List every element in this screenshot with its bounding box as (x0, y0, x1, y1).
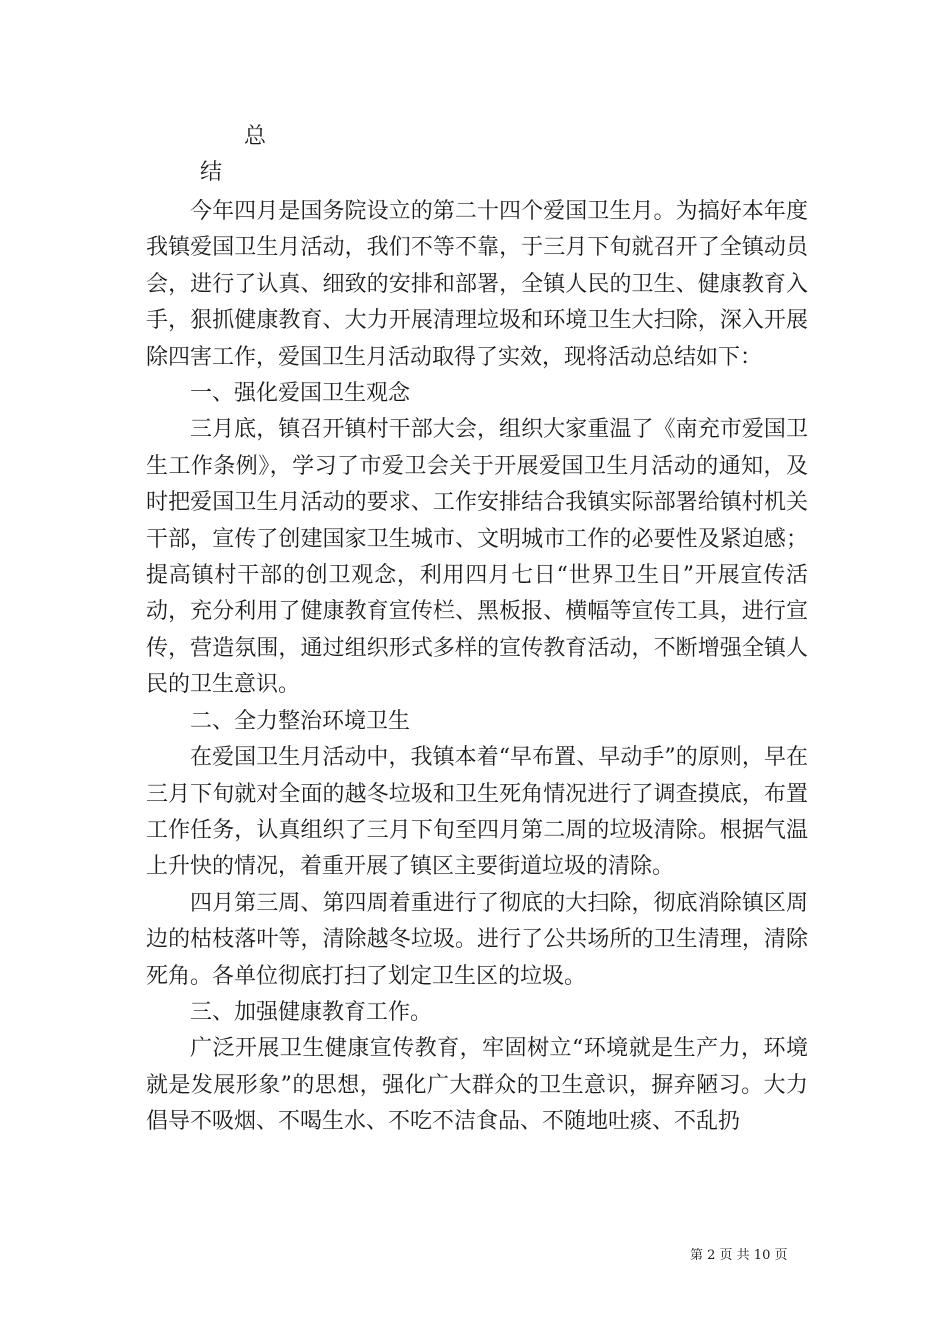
page-number: 第 2 页 共 10 页 (690, 1248, 788, 1263)
paragraph-section-2b: 四月第三周、第四周着重进行了彻底的大扫除，彻底消除镇区周边的枯枝落叶等，清除越冬垃圾。进行了公共场所的卫生清理，清除死角。各单位彻底打扫了划定卫生区的垃圾。 (146, 890, 808, 989)
paragraph-section-2a: 在爱国卫生月活动中，我镇本着“早布置、早动手”的原则，早在三月下旬就对全面的越冬垃圾和卫生死角情况进行了调查摸底，布置工作任务，认真组织了三月下旬至四月第二周的垃圾清除。根据气温上升快的情况，着重开展了镇区主要街道垃圾的清除。 (146, 745, 808, 880)
title-char-2: 结 (200, 160, 223, 185)
section-heading-3: 三、加强健康教育工作。 (190, 999, 433, 1025)
section-heading-2: 二、全力整治环境卫生 (190, 708, 411, 734)
paragraph-intro: 今年四月是国务院设立的第二十四个爱国卫生月。为搞好本年度我镇爱国卫生月活动，我们不等不靠，于三月下旬就召开了全镇动员会，进行了认真、细致的安排和部署，全镇人民的卫生、健康教育入手，狠抓健康教育、大力开展清理垃圾和环境卫生大扫除，深入开展除四害工作，爱国卫生月活动取得了实效，现将活动总结如下： (146, 199, 808, 370)
paragraph-section-1: 三月底，镇召开镇村干部大会，组织大家重温了《南充市爱国卫生工作条例》，学习了市爱卫会关于开展爱国卫生月活动的通知，及时把爱国卫生月活动的要求、工作安排结合我镇实际部署给镇村机关干部，宣传了创建国家卫生城市、文明城市工作的必要性及紧迫感；提高镇村干部的创卫观念，利用四月七日“世界卫生日”开展宣传活动，充分利用了健康教育宣传栏、黑板报、横幅等宣传工具，进行宣传，营造氛围，通过组织形式多样的宣传教育活动，不断增强全镇人民的卫生意识。 (146, 417, 808, 698)
paragraph-section-3: 广泛开展卫生健康宣传教育，牢固树立“环境就是生产力，环境就是发展形象”的思想，强化广大群众的卫生意识，摒弃陋习。大力倡导不吸烟、不喝生水、不吃不洁食品、不随地吐痰、不乱扔 (146, 1036, 808, 1135)
document-body (146, 194, 808, 1141)
section-heading-1: 一、强化爱国卫生观念 (190, 381, 411, 407)
title-char-1: 总 (244, 124, 267, 149)
